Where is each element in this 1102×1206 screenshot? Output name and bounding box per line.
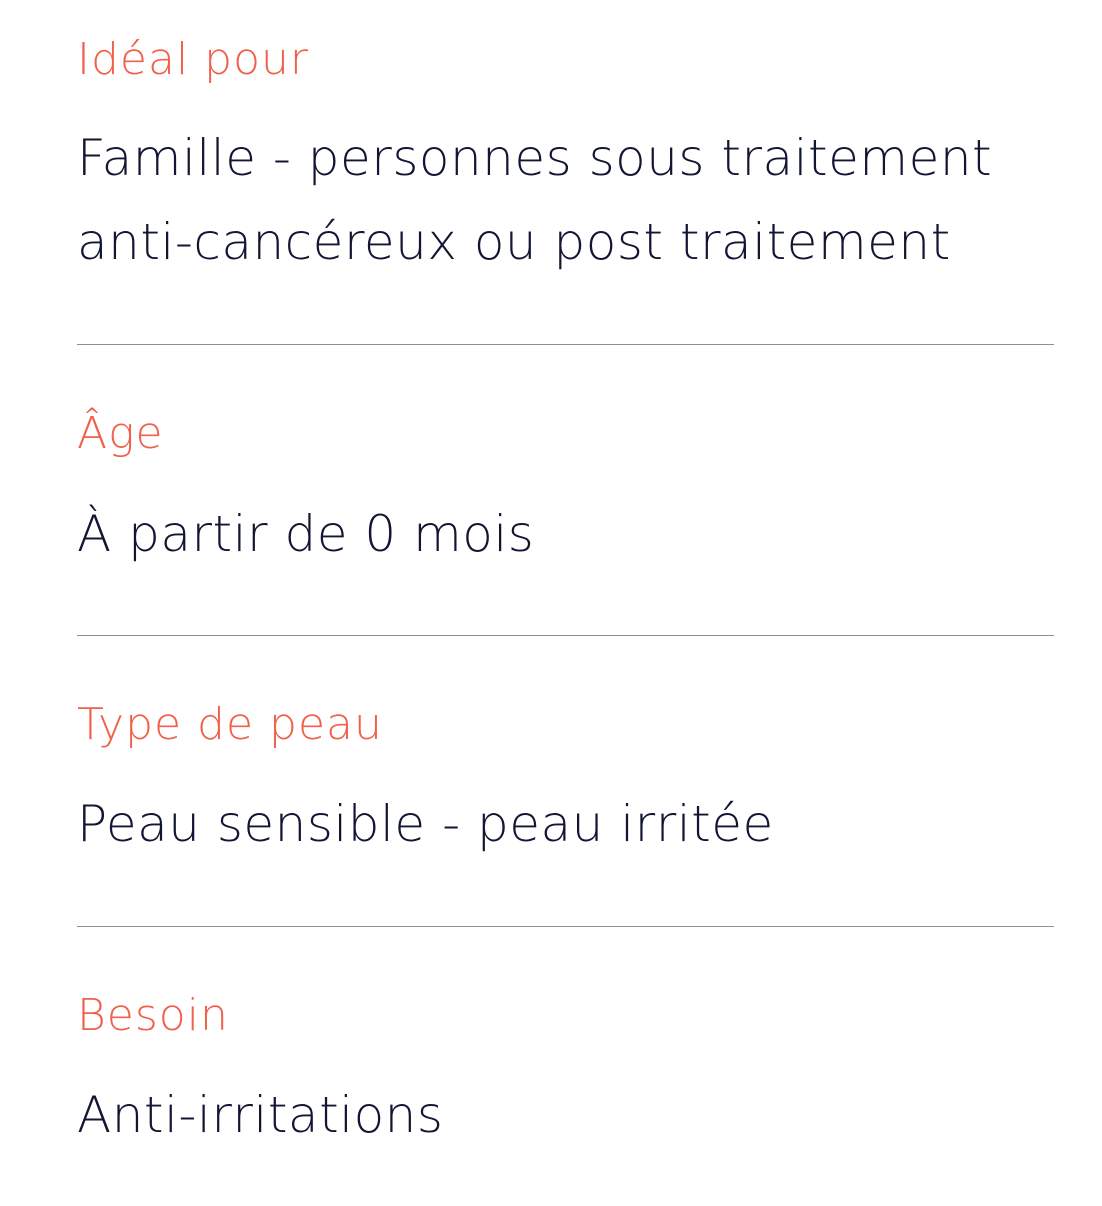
spec-label: Idéal pour — [77, 34, 309, 85]
spec-label: Besoin — [77, 990, 229, 1041]
spec-value: Peau sensible - peau irritée — [77, 795, 774, 853]
spec-label: Type de peau — [77, 699, 383, 750]
spec-value: À partir de 0 mois — [77, 505, 535, 563]
divider — [77, 635, 1054, 636]
spec-label: Âge — [77, 408, 164, 459]
spec-value: Anti-irritations — [77, 1086, 444, 1144]
spec-value: Famille - personnes sous traitement anti-cancéreux ou post traitement — [77, 129, 993, 271]
divider — [77, 344, 1054, 345]
divider — [77, 926, 1054, 927]
